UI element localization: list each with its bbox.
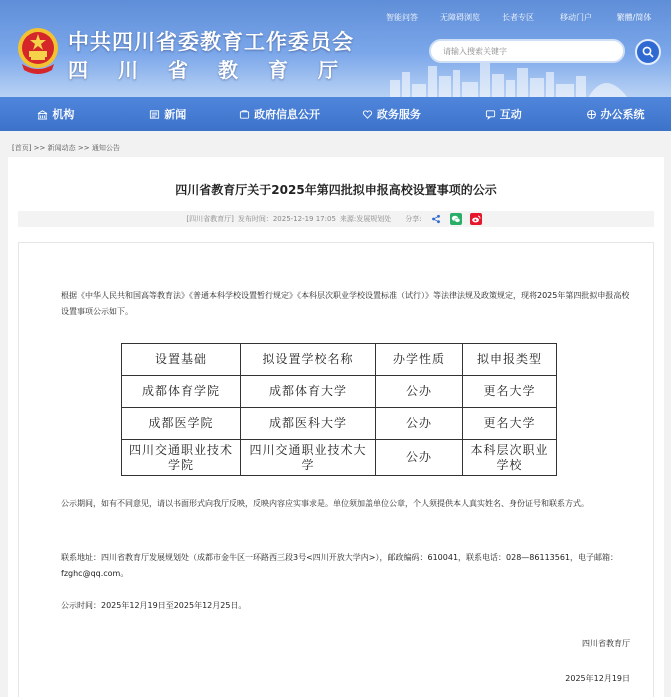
table-header-cell: 设置基础 [122, 344, 241, 376]
share-weibo-button[interactable] [470, 213, 482, 225]
article-meta [18, 211, 654, 227]
table-cell: 公办 [376, 376, 463, 408]
table-cell: 四川交通职业技术大学 [241, 440, 376, 476]
article-title: 四川省教育厅关于2025年第四批拟申报高校设置事项的公示 [175, 183, 497, 197]
share-label: 分享: [405, 215, 422, 223]
top-link-elder[interactable]: 长者专区 [502, 13, 534, 22]
table-row [122, 440, 557, 476]
wechat-icon [451, 214, 461, 224]
table-cell: 公办 [376, 408, 463, 440]
gov-info-icon [239, 109, 250, 120]
main-nav [0, 97, 671, 131]
search-input[interactable]: 请输入搜索关键字 [429, 39, 625, 63]
publish-time: 发布时间：2025-12-19 17:05 [237, 215, 336, 223]
search-button[interactable] [635, 39, 661, 65]
nav-item-news[interactable] [112, 97, 224, 131]
search-icon [642, 46, 654, 58]
nav-item-interaction[interactable] [447, 97, 559, 131]
breadcrumb[interactable]: [首页] >> 新闻动态 >> 通知公告 [12, 144, 120, 152]
paragraph-contact: 联系地址：四川省教育厅发展规划处（成都市金牛区一环路西三段3号<四川开放大学内>），邮政编码：610041，联系电话：028—86113561，电子邮箱：fzghc@qq.com。 [61, 553, 619, 578]
city-skyline-decoration [390, 58, 630, 97]
nav-item-office[interactable] [559, 97, 671, 131]
site-subtitle: 四川省教育厅 [68, 58, 368, 82]
table-row [122, 408, 557, 440]
share-wechat-button[interactable] [450, 213, 462, 225]
top-link-accessibility[interactable]: 无障碍浏览 [440, 13, 480, 22]
table-header-cell: 办学性质 [376, 344, 463, 376]
nav-item-label: 新闻 [164, 108, 187, 121]
share-icon [431, 214, 441, 224]
table-cell: 成都体育学院 [122, 376, 241, 408]
share-generic-button[interactable] [430, 213, 442, 225]
table-cell: 成都医科大学 [241, 408, 376, 440]
paragraph-objection: 公示期间，如有不同意见，请以书面形式向我厅反映，反映内容应实事求是。单位须加盖单位公章，个人须提供本人真实姓名、身份证号和联系方式。 [61, 499, 589, 508]
site-title: 中共四川省委教育工作委员会 [68, 30, 354, 54]
nav-item-services[interactable] [335, 97, 447, 131]
nav-item-gov-info[interactable] [224, 97, 336, 131]
paragraph-period: 公示时间：2025年12月19日至2025年12月25日。 [61, 601, 247, 610]
weibo-icon [471, 214, 481, 224]
nav-item-label: 政府信息公开 [254, 108, 321, 121]
table-cell: 更名大学 [463, 376, 557, 408]
nav-item-label: 办公系统 [600, 108, 645, 121]
table-header-cell: 拟申报类型 [463, 344, 557, 376]
table-cell: 成都医学院 [122, 408, 241, 440]
paragraph-intro: 根据《中华人民共和国高等教育法》《普通本科学校设置暂行规定》《本科层次职业学校设置标准（试行）》等法律法规及政策规定，现将2025年第四批拟申报高校设置事项公示如下。 [61, 291, 630, 316]
table-header-cell: 拟设置学校名称 [241, 344, 376, 376]
article-card [8, 157, 664, 697]
nav-item-label: 政务服务 [376, 108, 421, 121]
newspaper-icon [149, 109, 160, 120]
nav-item-institutions[interactable] [0, 97, 112, 131]
signature-org: 四川省教育厅 [582, 639, 630, 648]
chat-icon [485, 109, 496, 120]
office-system-icon [586, 109, 597, 120]
site-header [0, 0, 671, 97]
school-setting-table [121, 343, 557, 476]
article-origin: 来源:发展规划处 [339, 215, 392, 223]
table-cell: 四川交通职业技术学院 [122, 440, 241, 476]
top-link-qa[interactable]: 智能问答 [386, 13, 418, 22]
table-row [122, 376, 557, 408]
top-link-traditional[interactable]: 繁體/简体 [616, 13, 652, 22]
table-cell: 本科层次职业学校 [463, 440, 557, 476]
signature-date: 2025年12月19日 [565, 674, 630, 683]
nav-item-label: 互动 [499, 108, 522, 121]
table-cell: 成都体育大学 [241, 376, 376, 408]
heart-hands-icon [362, 109, 373, 120]
nav-item-label: 机构 [52, 108, 75, 121]
table-cell: 公办 [376, 440, 463, 476]
top-link-mobile[interactable]: 移动门户 [560, 13, 592, 22]
top-links [373, 12, 663, 23]
table-header-row [122, 344, 557, 376]
national-emblem-icon [16, 24, 60, 76]
building-icon [37, 109, 48, 120]
table-cell: 更名大学 [463, 408, 557, 440]
article-source: [四川省教育厅] [186, 215, 234, 223]
